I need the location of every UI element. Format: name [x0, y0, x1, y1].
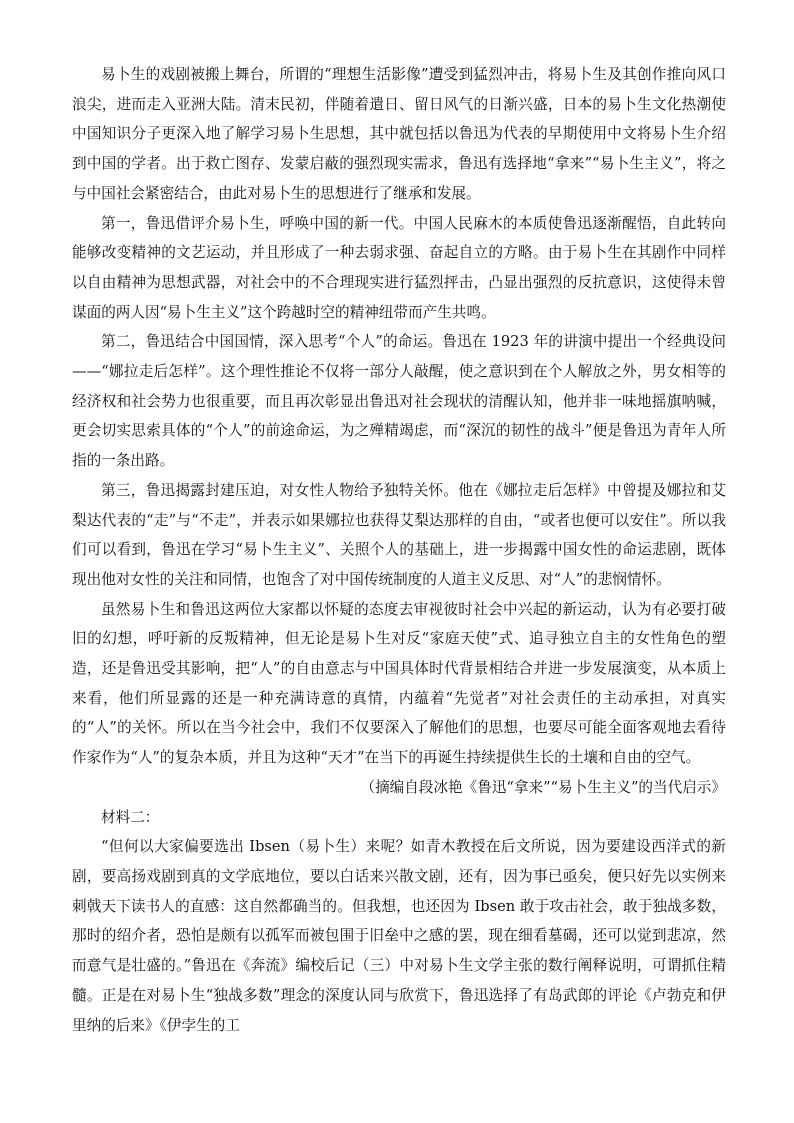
paragraph-3: 第二，鲁迅结合中国国情，深入思考“个人”的命运。鲁迅在 1923 年的讲演中提出一个经典设问——“娜拉走后怎样”。这个理性推论不仅将一部分人敲醒，使之意识到在个人解放之外，男女相等的经济权和社会势力也很重要，而且再次彰显出鲁迅对社会现状的清醒认知，他并非一味地摇旗呐喊，更会切实思索具体的“个人”的前途命运，为之殚精竭虑，而“深沉的韧性的战斗”便是鲁迅为青年人所指的一条出路。 — [72, 333, 726, 470]
document-page — [72, 60, 726, 1040]
material-two-heading: 材料二： — [101, 808, 160, 826]
paragraph-2: 第一，鲁迅借评介易卜生，呼唤中国的新一代。中国人民麻木的本质使鲁迅逐渐醒悟，自此转向能够改变精神的文艺运动，并且形成了一种去弱求强、奋起自立的方略。由于易卜生在其剧作中同样以自由精神为思想武器，对社会中的不合理现实进行猛烈抨击，凸显出强烈的反抗意识，这使得未曾谋面的两人因“易卜生主义”这个跨越时空的精神纽带而产生共鸣。 — [72, 214, 726, 321]
paragraph-5: 虽然易卜生和鲁迅这两位大家都以怀疑的态度去审视彼时社会中兴起的新运动，认为有必要打破旧的幻想，呼吁新的反叛精神，但无论是易卜生对反“家庭天使”式、追寻独立自主的女性角色的塑造，还是鲁迅受其影响，把“人”的自由意志与中国具体时代背景相结合并进一步发展演变，从本质上来看，他们所显露的还是一种充满诗意的真情，内蕴着“先觉者”对社会责任的主动承担，对真实的“人”的关怀。所以在当今社会中，我们不仅要深入了解他们的思想，也要尽可能全面客观地去看待作家作为“人”的复杂本质，并且为这种“天才”在当下的再诞生持续提供生长的土壤和自由的空气。 — [72, 600, 726, 767]
paragraph-1: 易卜生的戏剧被搬上舞台，所谓的“理想生活影像”遭受到猛烈冲击，将易卜生及其创作推向风口浪尖，进而走入亚洲大陆。清末民初，伴随着遣日、留日风气的日渐兴盛，日本的易卜生文化热潮使中国知识分子更深入地了解学习易卜生思想，其中就包括以鲁迅为代表的早期使用中文将易卜生介绍到中国的学者。出于救亡图存、发蒙启蔽的强烈现实需求，鲁迅有选择地“拿来”“易卜生主义”，将之与中国社会紧密结合，由此对易卜生的思想进行了继承和发展。 — [72, 66, 726, 202]
paragraph-6: “但何以大家偏要选出 Ibsen（易卜生）来呢？如青木教授在后文所说，因为要建设西洋式的新剧，要高扬戏剧到真的文学底地位，要以白话来兴散文剧，还有，因为事已亟矣，便只好先以实例来刺戟天下读书人的直感：这自然都确当的。但我想，也还因为 Ibsen 敢于攻击社会，敢于独战多数，那时的绍介者，恐怕是颇有以孤军而被包围于旧垒中之感的罢，现在细看墓碣，还可以觉到悲凉，然而意气是壮盛的。”鲁迅在《奔流》编校后记（三）中对易卜生文学主张的数行阐释说明，可谓抓住精髓。正是在对易卜生“独战多数”理念的深度认同与欣赏下，鲁迅选择了有岛武郎的评论《卢勃克和伊里纳的后来》《伊孛生的工 — [72, 838, 726, 1034]
paragraph-4: 第三，鲁迅揭露封建压迫，对女性人物给予独特关怀。他在《娜拉走后怎样》中曾提及娜拉和艾梨达代表的“走”与“不走”，并表示如果娜拉也获得艾梨达那样的自由，“或者也便可以安住”。所以我们可以看到，鲁迅在学习“易卜生主义”、关照个人的基础上，进一步揭露中国女性的命运悲剧，既体现出他对女性的关注和同情，也饱含了对中国传统制度的人道主义反思、对“人”的悲悯情怀。 — [72, 481, 726, 588]
source-citation: （摘编自段冰艳《鲁迅“拿来”“易卜生主义”的当代启示》 — [360, 778, 726, 796]
